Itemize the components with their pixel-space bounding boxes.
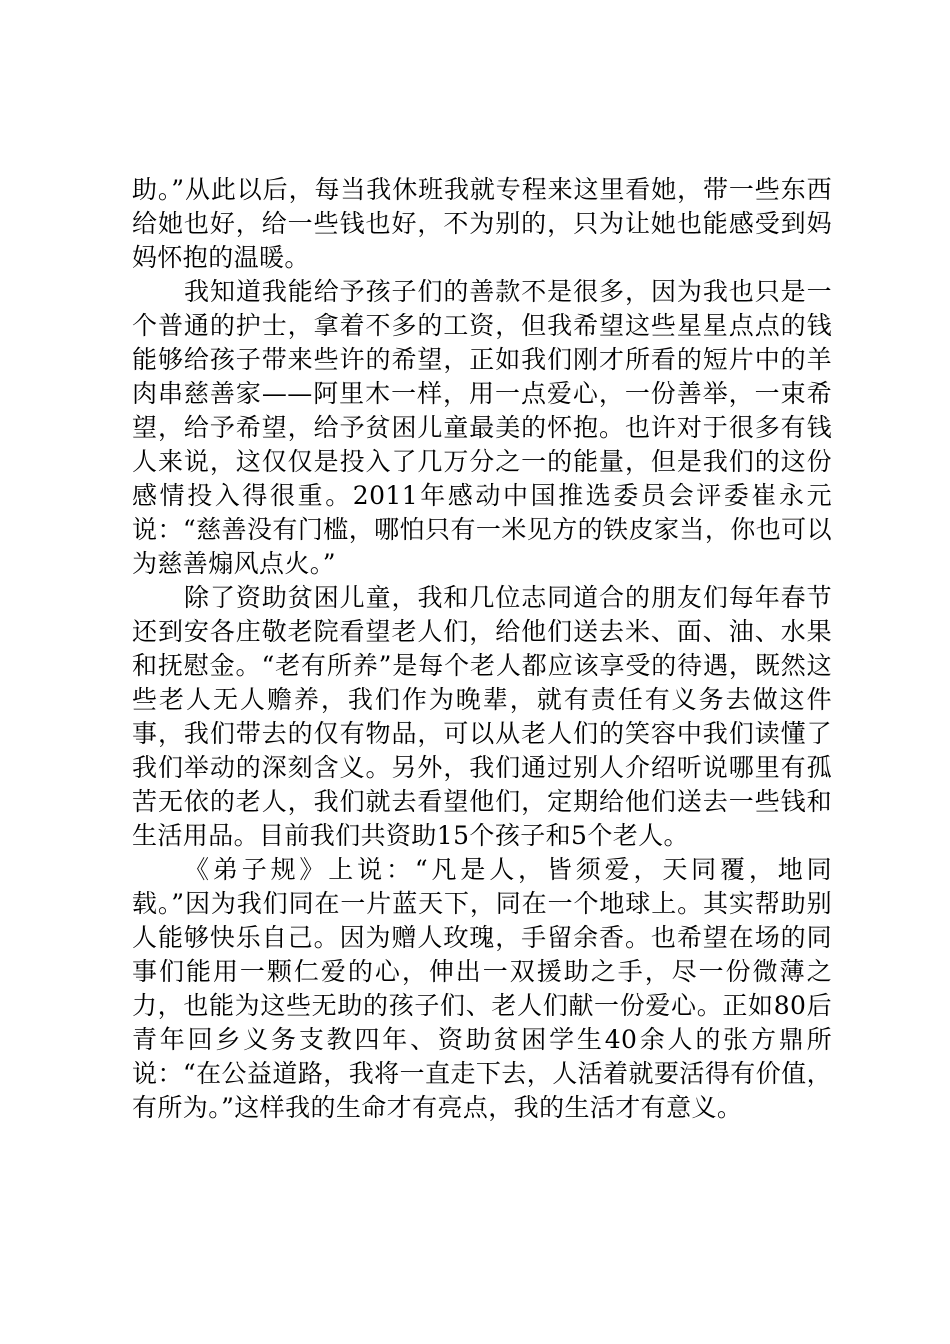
document-body — [132, 173, 832, 1125]
paragraph-2: 我知道我能给予孩子们的善款不是很多，因为我也只是一个普通的护士，拿着不多的工资，但我希望这些星星点点的钱能够给孩子带来些许的希望，正如我们刚才所看的短片中的羊肉串慈善家——阿里木一样，用一点爱心，一份善举，一束希望，给予希望，给予贫困儿童最美的怀抱。也许对于很多有钱人来说，这仅仅是投入了几万分之一的能量，但是我们的这份感情投入得很重。2011年感动中国推选委员会评委崔永元说：“慈善没有门槛，哪怕只有一米见方的铁皮家当，你也可以为慈善煽风点火。” — [132, 277, 832, 578]
paragraph-3: 除了资助贫困儿童，我和几位志同道合的朋友们每年春节还到安各庄敬老院看望老人们，给他们送去米、面、油、水果和抚慰金。“老有所养”是每个老人都应该享受的待遇，既然这些老人无人赡养，我们作为晚辈，就有责任有义务去做这件事，我们带去的仅有物品，可以从老人们的笑容中我们读懂了我们举动的深刻含义。另外，我们通过别人介绍听说哪里有孤苦无依的老人，我们就去看望他们，定期给他们送去一些钱和生活用品。目前我们共资助15个孩子和5个老人。 — [132, 583, 832, 850]
paragraph-4: 《弟子规》上说：“凡是人，皆须爱，天同覆，地同载。”因为我们同在一片蓝天下，同在一个地球上。其实帮助别人能够快乐自己。因为赠人玫瑰，手留余香。也希望在场的同事们能用一颗仁爱的心，伸出一双援助之手，尽一份微薄之力，也能为这些无助的孩子们、老人们献一份爱心。正如80后青年回乡义务支教四年、资助贫困学生40余人的张方鼎所说：“在公益道路，我将一直走下去，人活着就要活得有价值，有所为。”这样我的生命才有亮点，我的生活才有意义。 — [132, 855, 832, 1122]
paragraph-1: 助。”从此以后，每当我休班我就专程来这里看她，带一些东西给她也好，给一些钱也好，不为别的，只为让她也能感受到妈妈怀抱的温暖。 — [132, 175, 832, 272]
